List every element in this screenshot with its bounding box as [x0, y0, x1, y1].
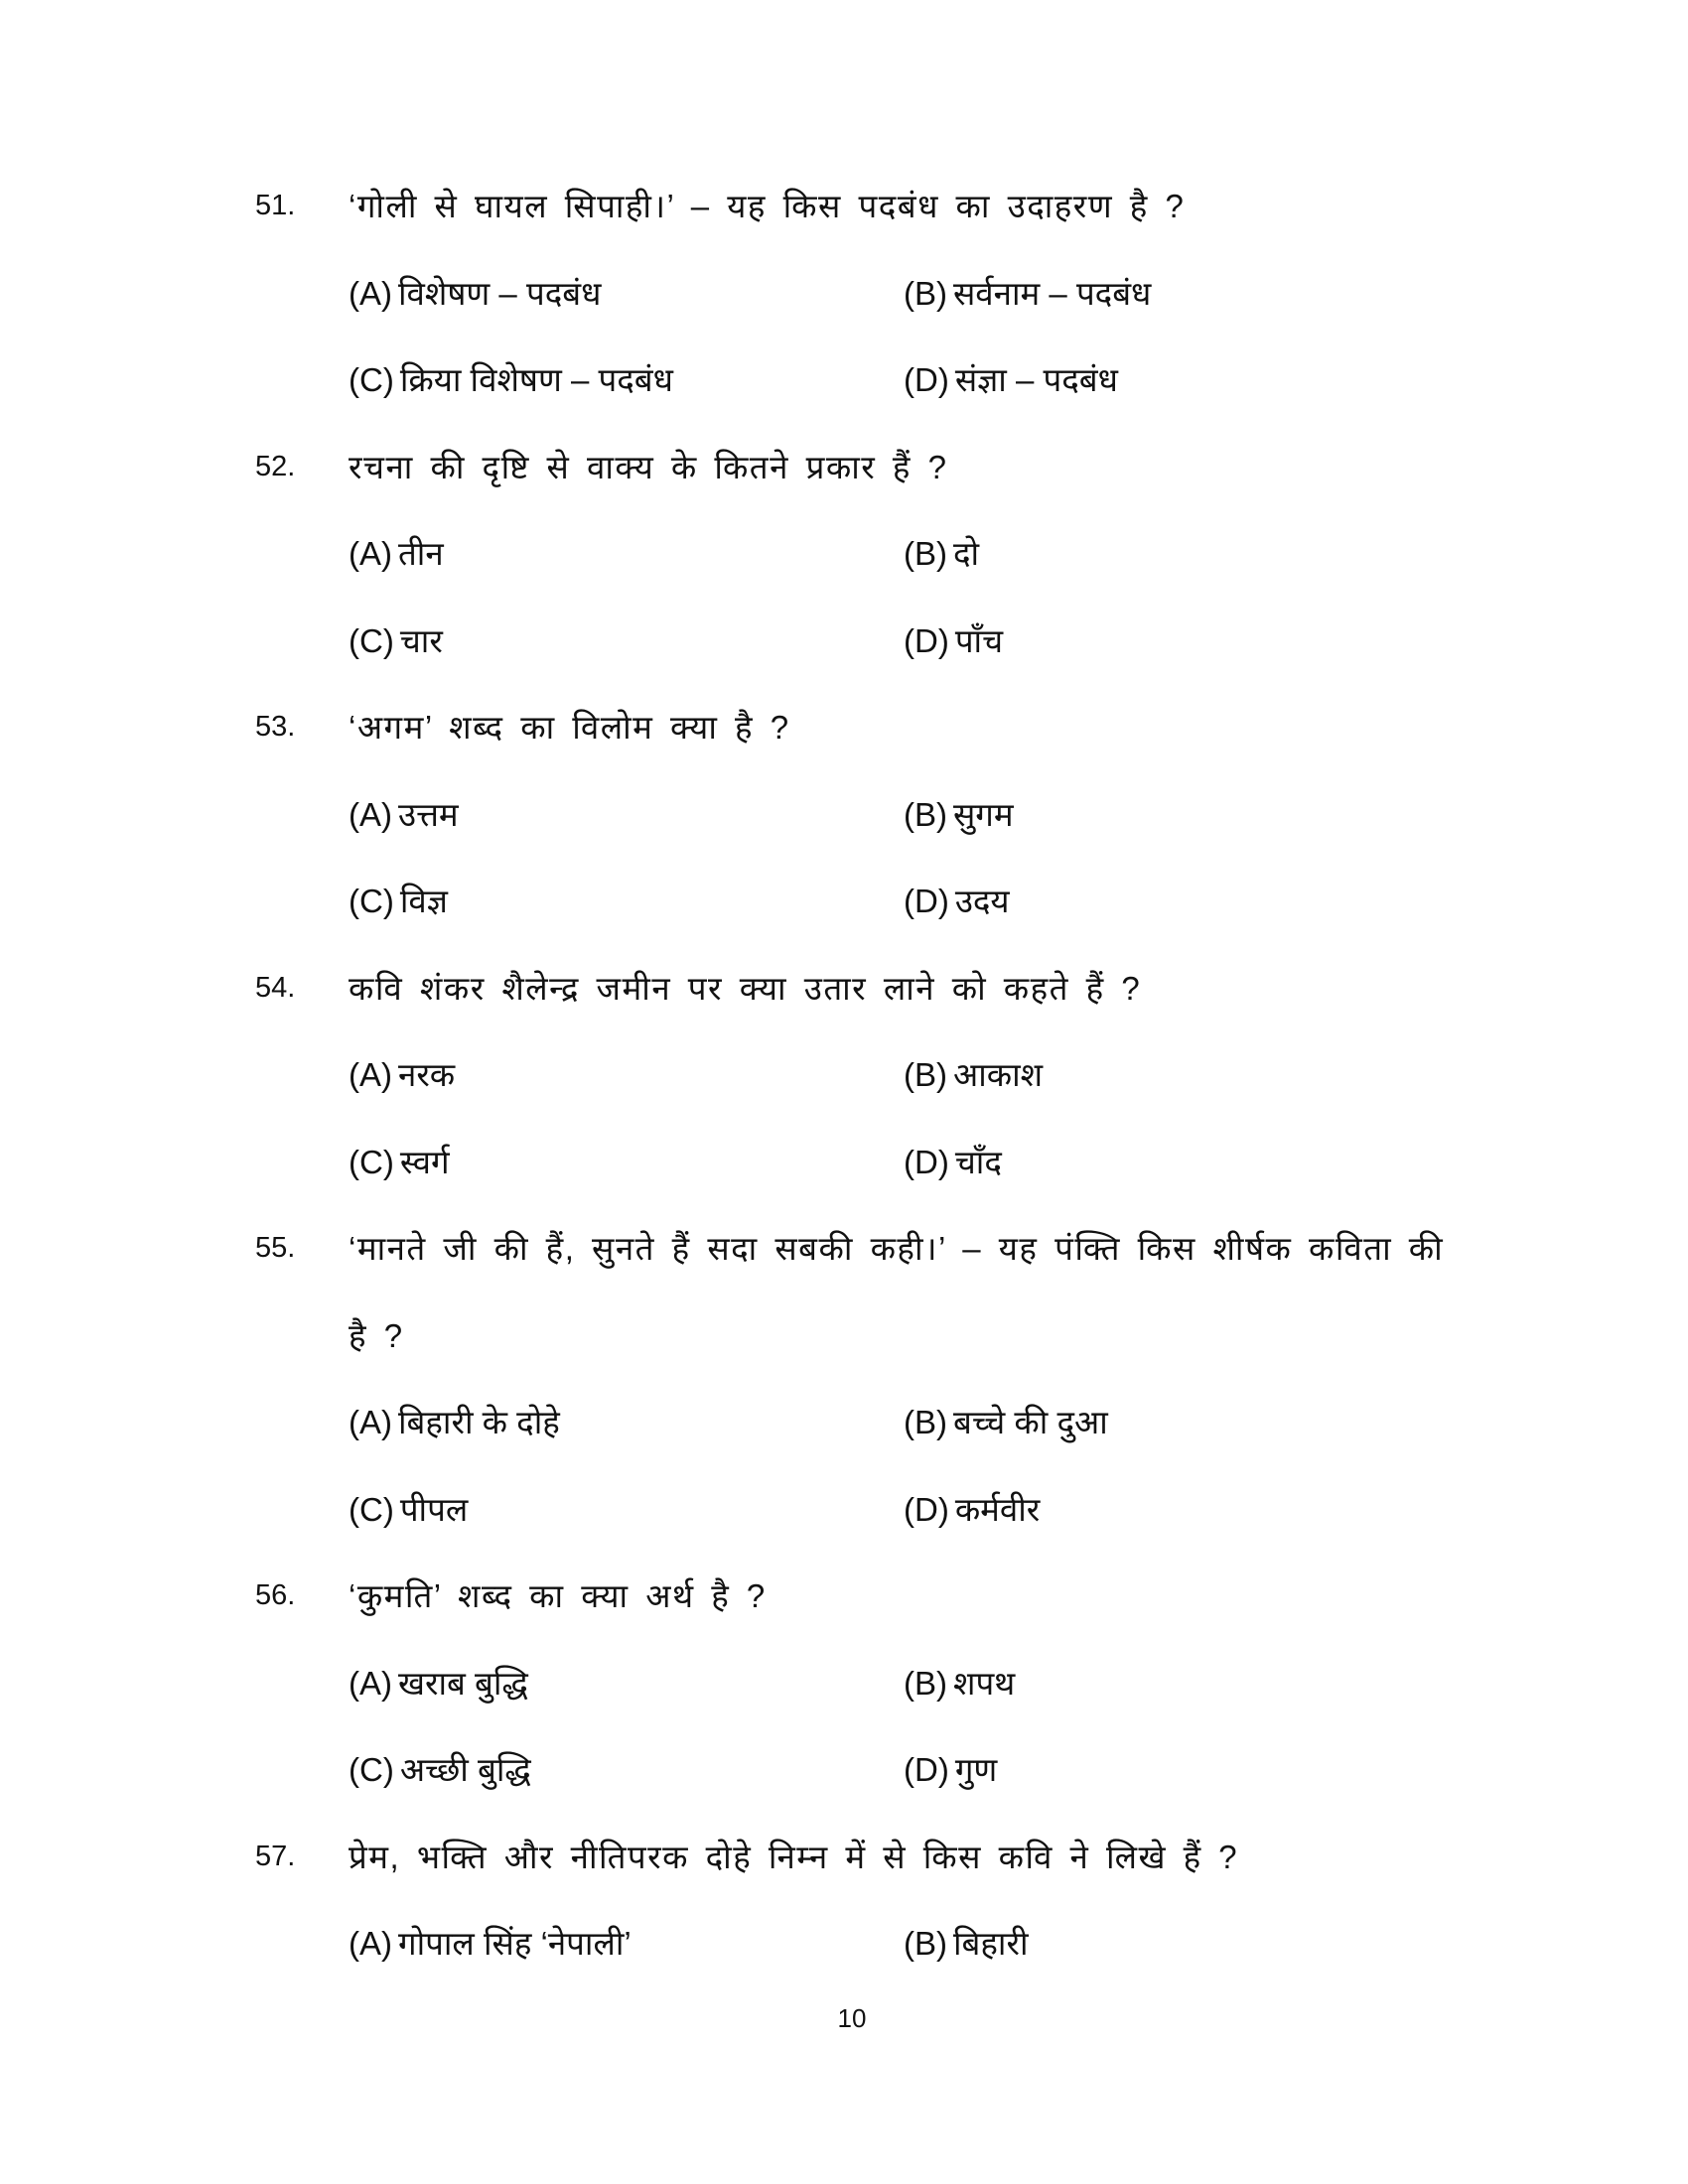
option-a — [349, 1379, 560, 1466]
option-d — [904, 1726, 997, 1814]
option-text: गुण — [954, 1751, 998, 1788]
options-row — [0, 598, 1688, 685]
option-a — [349, 510, 444, 598]
option-text: उत्तम — [398, 795, 459, 833]
option-text: पाँच — [954, 621, 1004, 659]
option-a — [349, 1640, 528, 1727]
option-b — [904, 1379, 1108, 1466]
options-row — [0, 1119, 1688, 1206]
option-label: (C) — [349, 361, 394, 398]
question-number: 53. — [255, 711, 296, 743]
options-row — [0, 858, 1688, 945]
options-row — [0, 250, 1688, 338]
option-d — [904, 1466, 1040, 1554]
option-text: बिहारी के दोहे — [398, 1404, 560, 1440]
option-label: (D) — [904, 361, 949, 398]
option-label: (A) — [349, 1404, 392, 1440]
question-text: प्रेम, भक्ति और नीतिपरक दोहे निम्न में से किस कवि ने लिखे हैं ? — [349, 1838, 1239, 1875]
question-text: ‘गोली से घायल सिपाही।’ – यह किस पदबंध का उदाहरण है ? — [349, 188, 1186, 224]
option-text: संज्ञा – पदबंध — [954, 361, 1118, 398]
option-label: (D) — [904, 1490, 949, 1528]
option-text: सुगम — [953, 795, 1014, 833]
option-b — [904, 771, 1014, 859]
option-text: विज्ञ — [399, 883, 448, 919]
option-text: आकाश — [953, 1056, 1044, 1093]
option-c — [349, 1726, 531, 1814]
option-b — [904, 1031, 1043, 1119]
question-56 — [0, 1553, 1688, 1640]
option-label: (D) — [904, 883, 949, 919]
option-text: बच्चे की दुआ — [953, 1404, 1108, 1440]
options-row — [0, 1900, 1688, 1987]
options-row — [0, 1640, 1688, 1727]
question-57 — [0, 1814, 1688, 1901]
option-text: क्रिया विशेषण – पदबंध — [399, 361, 673, 398]
options-row — [0, 1379, 1688, 1466]
option-label: (A) — [349, 535, 392, 572]
option-c — [349, 337, 673, 424]
options-row — [0, 1726, 1688, 1814]
option-c — [349, 1119, 450, 1206]
option-label: (B) — [904, 274, 947, 312]
option-text: बिहारी — [953, 1925, 1029, 1962]
question-text: कवि शंकर शैलेन्द्र जमीन पर क्या उतार लाने को कहते हैं ? — [349, 969, 1142, 1007]
option-text: स्वर्ग — [399, 1143, 450, 1180]
option-label: (B) — [904, 1925, 947, 1962]
option-text: खराब बुद्धि — [398, 1664, 528, 1702]
question-number: 57. — [255, 1840, 296, 1872]
question-51 — [0, 163, 1688, 250]
question-number: 55. — [255, 1232, 296, 1264]
option-a — [349, 1031, 455, 1119]
option-label: (B) — [904, 1056, 947, 1093]
option-text: कर्मवीर — [954, 1490, 1041, 1528]
option-c — [349, 858, 448, 945]
page-number: 10 — [837, 2003, 867, 2033]
question-text: रचना की दृष्टि से वाक्य के कितने प्रकार हैं ? — [349, 448, 948, 485]
options-row — [0, 1466, 1688, 1554]
option-text: शपथ — [953, 1664, 1016, 1702]
question-55 — [0, 1205, 1688, 1379]
options-row — [0, 1031, 1688, 1119]
option-label: (A) — [349, 795, 392, 833]
option-label: (A) — [349, 1664, 392, 1702]
option-text: दो — [953, 535, 980, 572]
option-text: अच्छी बुद्धि — [399, 1751, 531, 1788]
option-b — [904, 1640, 1015, 1727]
option-text: चार — [399, 621, 443, 659]
option-label: (C) — [349, 883, 394, 919]
option-d — [904, 858, 1010, 945]
option-label: (C) — [349, 1143, 394, 1180]
option-text: सर्वनाम – पदबंध — [953, 274, 1152, 312]
option-label: (D) — [904, 1143, 949, 1180]
option-d — [904, 1119, 1002, 1206]
question-54 — [0, 945, 1688, 1032]
options-row — [0, 510, 1688, 598]
option-b — [904, 510, 979, 598]
question-number: 52. — [255, 450, 296, 482]
option-text: चाँद — [954, 1143, 1002, 1180]
option-text: नरक — [398, 1056, 456, 1093]
question-number: 51. — [255, 190, 296, 221]
option-label: (B) — [904, 1664, 947, 1702]
option-label: (A) — [349, 1056, 392, 1093]
question-53 — [0, 684, 1688, 771]
option-label: (C) — [349, 621, 394, 659]
option-d — [904, 337, 1118, 424]
option-label: (D) — [904, 621, 949, 659]
question-text: ‘मानते जी की हैं, सुनते हैं सदा सबकी कही।’ – यह पंक्ति किस शीर्षक कविता की है ? — [349, 1230, 1445, 1354]
option-label: (B) — [904, 1404, 947, 1440]
options-row — [0, 337, 1688, 424]
option-label: (D) — [904, 1751, 949, 1788]
options-row — [0, 771, 1688, 859]
option-label: (C) — [349, 1490, 394, 1528]
option-label: (B) — [904, 535, 947, 572]
question-text: ‘कुमति’ शब्द का क्या अर्थ है ? — [349, 1577, 767, 1614]
option-a — [349, 1900, 632, 1987]
option-text: पीपल — [399, 1490, 469, 1528]
option-c — [349, 598, 443, 685]
option-text: तीन — [398, 535, 444, 572]
option-label: (B) — [904, 795, 947, 833]
option-label: (A) — [349, 1925, 392, 1962]
option-text: विशेषण – पदबंध — [398, 274, 602, 312]
option-c — [349, 1466, 468, 1554]
option-a — [349, 250, 601, 338]
option-label: (C) — [349, 1751, 394, 1788]
option-b — [904, 250, 1151, 338]
question-52 — [0, 424, 1688, 511]
option-text: गोपाल सिंह ‘नेपाली’ — [398, 1925, 632, 1962]
question-text: ‘अगम’ शब्द का विलोम क्या है ? — [349, 709, 790, 746]
option-label: (A) — [349, 274, 392, 312]
question-paper — [0, 163, 1688, 1987]
question-number: 56. — [255, 1579, 296, 1611]
option-a — [349, 771, 459, 859]
option-b — [904, 1900, 1029, 1987]
question-number: 54. — [255, 971, 296, 1004]
option-text: उदय — [954, 883, 1010, 919]
option-d — [904, 598, 1003, 685]
